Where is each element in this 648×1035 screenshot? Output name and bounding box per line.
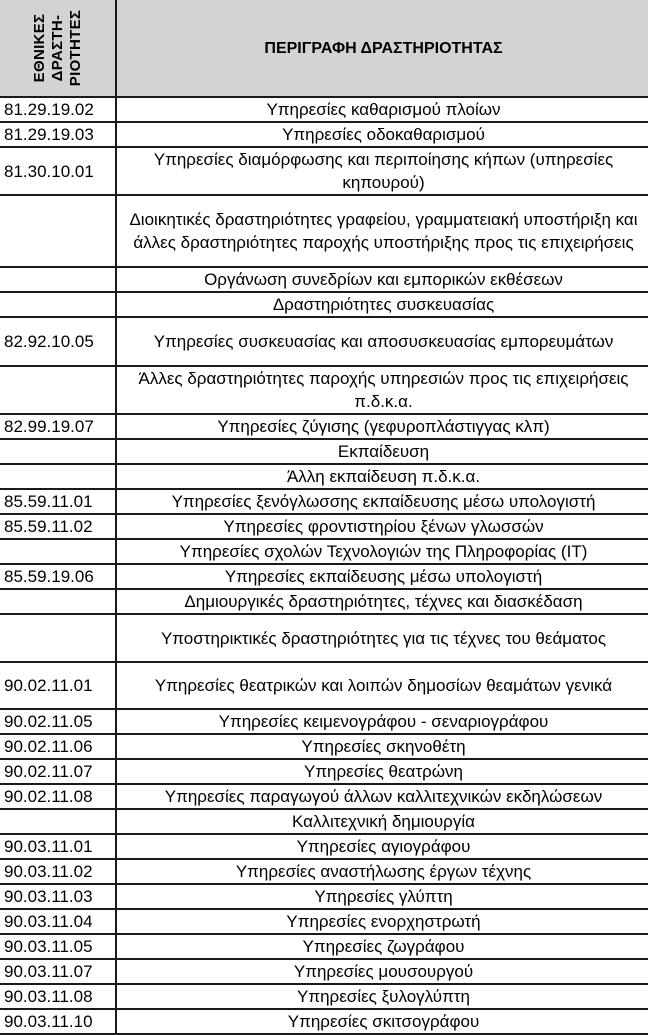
activity-description: Υπηρεσίες σχολών Τεχνολογιών της Πληροφορίας (IT) — [116, 539, 648, 564]
activity-code: 81.30.10.01 — [0, 147, 116, 195]
table-row — [0, 859, 648, 884]
activity-code: 82.99.19.07 — [0, 414, 116, 439]
table-row — [0, 662, 648, 709]
activity-description: Δημιουργικές δραστηριότητες, τέχνες και διασκέδαση — [116, 589, 648, 614]
activity-description: Υπηρεσίες μουσουργού — [116, 959, 648, 984]
activity-code — [0, 267, 116, 292]
table-row — [0, 709, 648, 734]
table-row — [0, 122, 648, 147]
activity-code: 90.03.11.08 — [0, 984, 116, 1009]
activity-description: Υπηρεσίες κειμενογράφου - σεναριογράφου — [116, 709, 648, 734]
activity-code: 90.03.11.01 — [0, 834, 116, 859]
activity-description: Υπηρεσίες συσκευασίας και αποσυσκευασίας εμπορευμάτων — [116, 317, 648, 366]
activity-description: Οργάνωση συνεδρίων και εμπορικών εκθέσεων — [116, 267, 648, 292]
header-code-line: ΡΙΟΤΗΤΕΣ — [66, 9, 84, 87]
table-row — [0, 734, 648, 759]
activity-code: 90.02.11.05 — [0, 709, 116, 734]
activity-description: Υπηρεσίες ενορχηστρωτή — [116, 909, 648, 934]
activity-code — [0, 439, 116, 464]
header-code-line: ΔΡΑΣΤΗ- — [48, 14, 66, 82]
table-row — [0, 489, 648, 514]
activity-description: Υπηρεσίες θεατρώνη — [116, 759, 648, 784]
activity-code: 90.02.11.08 — [0, 784, 116, 809]
activity-description: Δραστηριότητες συσκευασίας — [116, 292, 648, 317]
table-row — [0, 539, 648, 564]
activity-description: Υπηρεσίες διαμόρφωσης και περιποίησης κήπων (υπηρεσίες κηπουρού) — [116, 147, 648, 195]
activity-code: 90.03.11.07 — [0, 959, 116, 984]
header-row — [0, 0, 648, 97]
activity-code — [0, 809, 116, 834]
table-row — [0, 909, 648, 934]
header-code-line: ΕΘΝΙΚΕΣ — [30, 13, 48, 83]
table-row — [0, 267, 648, 292]
table-row — [0, 514, 648, 539]
table-row — [0, 464, 648, 489]
activity-description: Υπηρεσίες φροντιστηρίου ξένων γλωσσών — [116, 514, 648, 539]
table-row — [0, 959, 648, 984]
activity-code — [0, 539, 116, 564]
table-row — [0, 784, 648, 809]
table-row — [0, 564, 648, 589]
activity-description: Υπηρεσίες αναστήλωσης έργων τέχνης — [116, 859, 648, 884]
activity-description: Άλλες δραστηριότητες παροχής υπηρεσιών προς τις επιχειρήσεις π.δ.κ.α. — [116, 366, 648, 414]
table-row — [0, 366, 648, 414]
activity-code — [0, 195, 116, 267]
activity-description: Υπηρεσίες σκιτσογράφου — [116, 1009, 648, 1034]
activity-description: Υπηρεσίες σκηνοθέτη — [116, 734, 648, 759]
table-row — [0, 834, 648, 859]
activity-description: Υπηρεσίες ξενόγλωσσης εκπαίδευσης μέσω υπολογιστή — [116, 489, 648, 514]
activity-code: 85.59.11.01 — [0, 489, 116, 514]
table-row — [0, 317, 648, 366]
table-row — [0, 439, 648, 464]
activity-description: Διοικητικές δραστηριότητες γραφείου, γραμματειακή υποστήριξη και άλλες δραστηριότητες παροχής υποστήριξης προς τις επιχειρήσεις — [116, 195, 648, 267]
activity-code: 85.59.19.06 — [0, 564, 116, 589]
activity-code: 81.29.19.03 — [0, 122, 116, 147]
table-row — [0, 1009, 648, 1034]
activity-description: Υπηρεσίες οδοκαθαρισμού — [116, 122, 648, 147]
activity-code: 90.02.11.07 — [0, 759, 116, 784]
table-row — [0, 984, 648, 1009]
activity-code: 90.03.11.10 — [0, 1009, 116, 1034]
activity-code: 90.02.11.06 — [0, 734, 116, 759]
activity-code: 90.03.11.04 — [0, 909, 116, 934]
activity-description: Υπηρεσίες ζύγισης (γεφυροπλάστιγγας κλπ) — [116, 414, 648, 439]
activity-code: 82.92.10.05 — [0, 317, 116, 366]
table-row — [0, 589, 648, 614]
activity-code — [0, 464, 116, 489]
activity-code — [0, 614, 116, 662]
activity-code — [0, 589, 116, 614]
header-code-column — [0, 0, 116, 97]
table-row — [0, 934, 648, 959]
activity-code — [0, 366, 116, 414]
activity-description: Εκπαίδευση — [116, 439, 648, 464]
table-body — [0, 97, 648, 1034]
table-row — [0, 759, 648, 784]
activity-description: Υπηρεσίες παραγωγού άλλων καλλιτεχνικών εκδηλώσεων — [116, 784, 648, 809]
table-row — [0, 195, 648, 267]
table-row — [0, 97, 648, 122]
activity-code: 90.03.11.02 — [0, 859, 116, 884]
table-row — [0, 614, 648, 662]
table-row — [0, 147, 648, 195]
table-row — [0, 414, 648, 439]
activity-code: 85.59.11.02 — [0, 514, 116, 539]
header-code-label — [31, 10, 85, 86]
activity-description: Υπηρεσίες θεατρικών και λοιπών δημοσίων θεαμάτων γενικά — [116, 662, 648, 709]
activity-description: Υπηρεσίες καθαρισμού πλοίων — [116, 97, 648, 122]
table-row — [0, 884, 648, 909]
activity-description: Καλλιτεχνική δημιουργία — [116, 809, 648, 834]
activity-code — [0, 292, 116, 317]
activity-description: Υπηρεσίες ξυλογλύπτη — [116, 984, 648, 1009]
activity-description: Υπηρεσίες γλύπτη — [116, 884, 648, 909]
table-row — [0, 292, 648, 317]
activity-description: Άλλη εκπαίδευση π.δ.κ.α. — [116, 464, 648, 489]
activity-code: 81.29.19.02 — [0, 97, 116, 122]
header-description-column: ΠΕΡΙΓΡΑΦΗ ΔΡΑΣΤΗΡΙΟΤΗΤΑΣ — [116, 0, 648, 97]
activity-description: Υπηρεσίες εκπαίδευσης μέσω υπολογιστή — [116, 564, 648, 589]
activity-description: Υπηρεσίες αγιογράφου — [116, 834, 648, 859]
activity-description: Υπηρεσίες ζωγράφου — [116, 934, 648, 959]
activity-description: Υποστηρικτικές δραστηριότητες για τις τέχνες του θεάματος — [116, 614, 648, 662]
activity-code: 90.02.11.01 — [0, 662, 116, 709]
activity-code: 90.03.11.05 — [0, 934, 116, 959]
activity-code: 90.03.11.03 — [0, 884, 116, 909]
table-row — [0, 809, 648, 834]
